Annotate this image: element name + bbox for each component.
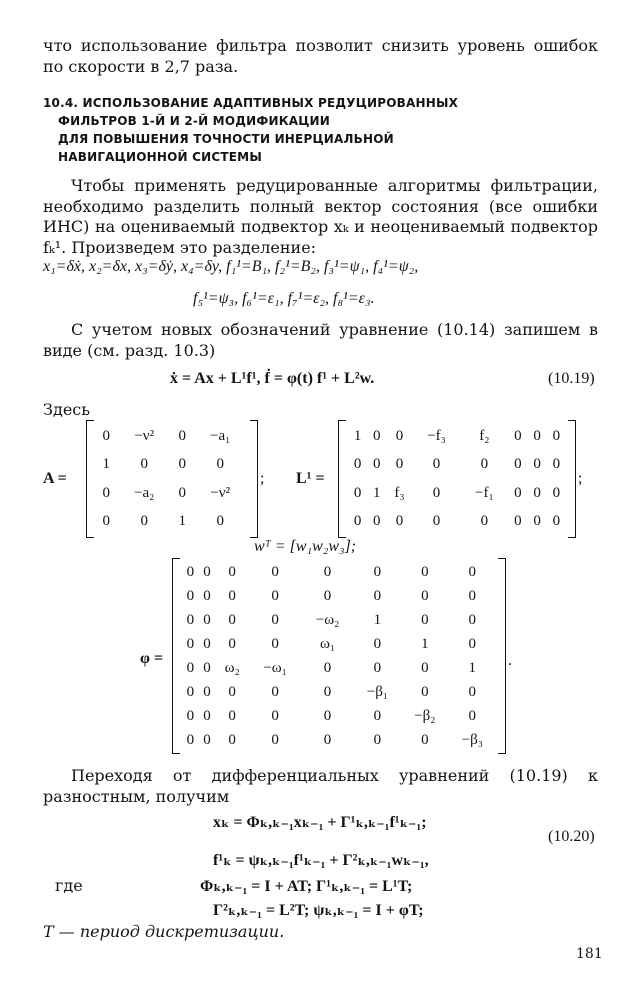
equation-10-20-line-2: f¹ₖ = ψₖ,ₖ₋₁f¹ₖ₋₁ + Γ²ₖ,ₖ₋₁wₖ₋₁,: [213, 852, 429, 869]
matrix-a-cell: −ν²: [134, 427, 155, 444]
matrix-phi-cell: 0: [468, 683, 477, 700]
matrix-a-cell: 0: [102, 513, 110, 530]
matrix-a-cell: 0: [140, 513, 148, 530]
matrix-phi-row: [182, 704, 496, 728]
matrix-l1-cell: 0: [432, 513, 441, 530]
matrix-phi-cell: 0: [271, 707, 279, 724]
matrix-phi-cell: 0: [203, 563, 211, 580]
matrix-phi-cell: ω₁: [319, 635, 336, 652]
zdes-label: Здесь: [43, 400, 90, 419]
matrix-l1-cell: 1: [373, 484, 381, 501]
matrix-phi-cell: 0: [228, 611, 236, 628]
heading-line-1: 10.4. ИСПОЛЬЗОВАНИЕ АДАПТИВНЫХ РЕДУЦИРОВАННЫХ: [43, 96, 459, 110]
matrix-l1: [338, 420, 576, 538]
matrix-phi-cell: 0: [421, 731, 429, 748]
matrix-phi-cell: 0: [373, 659, 382, 676]
matrix-l1-cell: 0: [533, 427, 541, 444]
matrix-phi-cell: 0: [228, 731, 236, 748]
matrix-phi-cell: 0: [373, 707, 382, 724]
matrix-phi-cell: 0: [203, 635, 211, 652]
separation-line-2: f₅¹=ψ₃, f₆¹=ε₁, f₇¹=ε₂, f₈¹=ε₃.: [193, 290, 375, 307]
matrix-l1-cell: 0: [395, 513, 404, 530]
w-transpose-equation: wᵀ = [w₁w₂w₃];: [254, 538, 357, 555]
equation-10-19: ẋ = Ax + L¹f¹, ḟ = φ(t) f¹ + L²w.: [170, 370, 375, 387]
heading-line-2: ФИЛЬТРОВ 1-Й И 2-Й МОДИФИКАЦИИ: [58, 114, 331, 128]
matrix-phi-cell: ω₂: [224, 659, 240, 676]
gde-label: где: [55, 876, 83, 895]
matrix-phi-cell: 0: [323, 683, 332, 700]
matrix-phi-cell: 0: [323, 731, 332, 748]
matrix-phi-cell: 0: [421, 563, 429, 580]
matrix-phi-row: [182, 608, 496, 632]
matrix-phi-cell: 1: [373, 611, 382, 628]
matrix-phi-cell: 0: [421, 587, 429, 604]
matrix-l1-cell: 0: [514, 513, 522, 530]
matrix-phi-cell: 0: [186, 563, 195, 580]
matrix-phi-cell: 0: [203, 611, 211, 628]
matrix-a-cell: 1: [178, 513, 186, 530]
equation-number-10-19: (10.19): [548, 370, 595, 387]
matrix-a-cell: 0: [178, 484, 186, 501]
matrix-l1-cell: 0: [552, 513, 561, 530]
matrix-phi-cell: −β₁: [366, 683, 389, 700]
matrix-phi-cell: 0: [323, 587, 332, 604]
matrix-phi-cell: 0: [271, 683, 279, 700]
paragraph-1: Чтобы применять редуцированные алгоритмы фильтрации, необходимо разделить полный вектор состояния (все ошибки ИНС) на оцениваемый подвектор xₖ и неоцениваемый подвектор fₖ¹. Произведем это разделение:: [43, 176, 598, 257]
matrix-a-row: [96, 451, 248, 480]
matrix-a-cell: 0: [102, 427, 110, 444]
matrix-phi-cell: 0: [203, 683, 211, 700]
matrix-phi-label: φ =: [140, 650, 164, 667]
matrix-phi-cell: 0: [271, 611, 279, 628]
matrix-phi-cell: 0: [421, 611, 429, 628]
matrix-phi-cell: −β₃: [461, 731, 483, 748]
equation-number-10-20: (10.20): [548, 828, 595, 845]
intro-paragraph: что использование фильтра позволит снизить уровень ошибок по скорости в 2,7 раза.: [43, 36, 598, 76]
matrix-phi-cell: 0: [203, 587, 211, 604]
matrix-phi-cell: 0: [421, 659, 429, 676]
matrix-l1-row: [348, 451, 566, 480]
matrix-l1-cell: 0: [514, 427, 522, 444]
matrix-phi-cell: 0: [323, 659, 332, 676]
matrix-l1-cell: 0: [353, 456, 362, 473]
matrix-l1-cell: 0: [432, 456, 441, 473]
matrix-l1-row: [348, 422, 566, 451]
matrix-l1-row: [348, 508, 566, 537]
separation-line-1: x₁=δẋ, x₂=δx, x₃=δẏ, x₄=δy, f₁¹=B₁, f₂¹=B₂, f₃¹=ψ₁, f₄¹=ψ₂,: [43, 258, 419, 275]
matrix-phi-cell: 0: [271, 563, 279, 580]
matrix-phi-cell: 0: [186, 731, 195, 748]
matrix-phi-row: [182, 656, 496, 680]
matrix-phi-cell: 0: [468, 707, 477, 724]
matrix-phi-cell: 0: [186, 611, 195, 628]
matrix-a-cell: −a₂: [134, 484, 155, 501]
matrix-a-cell: 0: [178, 456, 186, 473]
matrix-phi-cell: 0: [468, 635, 477, 652]
matrix-a: [86, 420, 258, 538]
paragraph-2: С учетом новых обозначений уравнение (10.14) запишем в виде (см. разд. 10.3): [43, 320, 598, 360]
matrix-phi-row: [182, 560, 496, 584]
matrix-l1-cell: 0: [514, 456, 522, 473]
matrix-a-cell: 0: [216, 513, 224, 530]
matrix-a-cell: 0: [140, 456, 148, 473]
matrix-a-semicolon: ;: [260, 470, 265, 487]
matrix-a-cell: −a₁: [210, 427, 231, 444]
matrix-phi-cell: 1: [421, 635, 429, 652]
matrix-a-row: [96, 479, 248, 508]
matrix-phi-row: [182, 632, 496, 656]
matrix-phi-cell: 0: [373, 563, 382, 580]
matrix-a-row: [96, 422, 248, 451]
matrix-phi: [172, 558, 506, 754]
matrix-l1-cell: 1: [353, 427, 362, 444]
matrix-l1-cell: 0: [533, 456, 541, 473]
matrix-l1-cell: 0: [373, 456, 381, 473]
matrix-l1-row: [348, 479, 566, 508]
matrix-l1-cell: 0: [373, 427, 381, 444]
matrix-l1-cell: 0: [353, 484, 362, 501]
matrix-l1-cell: 0: [514, 484, 522, 501]
matrix-phi-cell: 0: [203, 659, 211, 676]
matrix-phi-cell: 0: [373, 731, 382, 748]
matrix-phi-cell: 0: [323, 707, 332, 724]
matrix-phi-cell: 0: [203, 707, 211, 724]
matrix-a-row: [96, 508, 248, 537]
matrix-phi-cell: 0: [271, 731, 279, 748]
matrix-a-cell: 0: [216, 456, 224, 473]
matrix-phi-cell: 0: [186, 587, 195, 604]
matrix-phi-cell: −ω₂: [315, 611, 340, 628]
matrix-a-cell: 0: [178, 427, 186, 444]
matrix-phi-cell: 0: [373, 587, 382, 604]
matrix-l1-cell: 0: [552, 427, 561, 444]
matrix-phi-cell: 0: [271, 587, 279, 604]
matrix-phi-row: [182, 584, 496, 608]
matrix-a-cell: 0: [102, 484, 110, 501]
matrix-phi-cell: −ω₁: [263, 659, 287, 676]
matrix-phi-cell: 0: [468, 563, 477, 580]
matrix-a-cell: −ν²: [210, 484, 231, 501]
matrix-l1-cell: 0: [432, 484, 441, 501]
section-heading: [43, 94, 563, 166]
matrix-phi-cell: 0: [228, 587, 236, 604]
matrix-phi-cell: 0: [186, 707, 195, 724]
matrix-phi-row: [182, 728, 496, 752]
heading-line-4: НАВИГАЦИОННОЙ СИСТЕМЫ: [58, 150, 262, 164]
matrix-phi-cell: −β₂: [414, 707, 436, 724]
matrix-phi-cell: 0: [468, 587, 477, 604]
equation-10-20-line-1: xₖ = Φₖ,ₖ₋₁xₖ₋₁ + Γ¹ₖ,ₖ₋₁f¹ₖ₋₁;: [213, 814, 427, 831]
matrix-l1-cell: 0: [480, 513, 489, 530]
page-number: 181: [576, 946, 603, 962]
matrix-phi-cell: 0: [421, 683, 429, 700]
matrix-l1-semicolon: ;: [578, 470, 583, 487]
period-definition: T — период дискретизации.: [43, 922, 285, 941]
matrix-phi-cell: 0: [468, 611, 477, 628]
matrix-phi-cell: 0: [323, 563, 332, 580]
matrix-phi-period: .: [508, 652, 512, 669]
matrix-l1-cell: 0: [533, 484, 541, 501]
matrix-phi-cell: 0: [271, 635, 279, 652]
matrix-phi-cell: 0: [186, 683, 195, 700]
matrix-a-cell: 1: [102, 456, 110, 473]
matrix-phi-cell: 0: [228, 707, 236, 724]
matrix-l1-cell: f₃: [394, 484, 405, 501]
matrix-l1-cell: 0: [395, 456, 404, 473]
matrix-phi-cell: 0: [203, 731, 211, 748]
definition-line-1: Φₖ,ₖ₋₁ = I + AT; Γ¹ₖ,ₖ₋₁ = L¹T;: [200, 878, 413, 895]
matrix-l1-cell: 0: [552, 484, 561, 501]
matrix-l1-cell: 0: [395, 427, 404, 444]
matrix-l1-label: L¹ =: [296, 470, 325, 487]
matrix-l1-cell: −f₃: [427, 427, 446, 444]
matrix-l1-cell: 0: [373, 513, 381, 530]
matrix-l1-cell: −f₁: [475, 484, 494, 501]
matrix-phi-cell: 0: [228, 635, 236, 652]
matrix-a-label: A =: [43, 470, 67, 487]
definition-line-2: Γ²ₖ,ₖ₋₁ = L²T; ψₖ,ₖ₋₁ = I + φT;: [213, 902, 424, 919]
heading-line-3: ДЛЯ ПОВЫШЕНИЯ ТОЧНОСТИ ИНЕРЦИАЛЬНОЙ: [58, 132, 394, 146]
matrix-l1-cell: 0: [480, 456, 489, 473]
paragraph-3: Переходя от дифференциальных уравнений (10.19) к разностным, получим: [43, 766, 598, 806]
matrix-phi-cell: 1: [468, 659, 477, 676]
matrix-phi-cell: 0: [228, 563, 236, 580]
matrix-phi-cell: 0: [186, 659, 195, 676]
matrix-phi-cell: 0: [186, 635, 195, 652]
matrix-l1-cell: 0: [353, 513, 362, 530]
matrix-phi-row: [182, 680, 496, 704]
matrix-phi-cell: 0: [373, 635, 382, 652]
matrix-l1-cell: f₂: [479, 427, 490, 444]
matrix-l1-cell: 0: [552, 456, 561, 473]
matrix-phi-cell: 0: [228, 683, 236, 700]
matrix-l1-cell: 0: [533, 513, 541, 530]
